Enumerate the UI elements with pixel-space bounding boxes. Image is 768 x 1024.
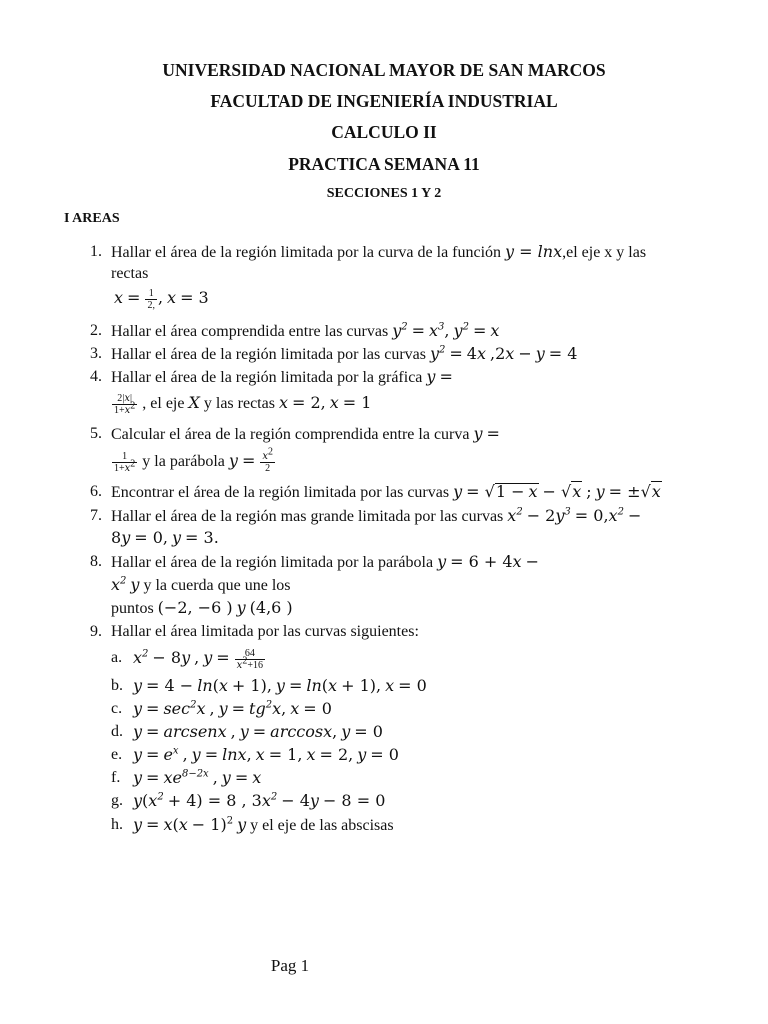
faculty-title: FACULTAD DE INGENIERÍA INDUSTRIAL: [210, 91, 558, 111]
item-number: 4.: [90, 368, 102, 385]
item-number: 8.: [90, 553, 102, 570]
item-8-text-c: puntos: [111, 600, 154, 617]
subitem-f: $y = xe^{8-2x}$ , y = x: [133, 768, 262, 787]
item-2-line: Hallar el área comprendida entre las curvas $y^2 = x^3$, $y^2 = x$: [111, 321, 500, 340]
subitem-letter: e.: [111, 746, 123, 763]
sections-subtitle: SECCIONES 1 Y 2: [326, 186, 442, 201]
course-title: CALCULO II: [331, 122, 437, 142]
subitem-letter: h.: [111, 816, 123, 833]
item-number: 1.: [90, 243, 102, 260]
subitem-letter: a.: [111, 649, 123, 666]
item-4-text-c: y las rectas: [203, 395, 275, 413]
item-5-line-2: $\frac{1}{1+x^2}$ y la parábola y = $\frac{x^2}{2}$: [114, 446, 273, 474]
item-9-line: Hallar el área limitada por las curvas siguientes:: [111, 623, 419, 640]
item-7-line-1: Hallar el área de la región mas grande limitada por las curvas $x^2 - 2y^3 = 0,x^2$ −: [111, 506, 642, 525]
section-heading: I AREAS: [64, 211, 120, 226]
item-3-line: Hallar el área de la región limitada por las curvas $y^2 = 4x$ ,2x − y = 4: [111, 344, 578, 363]
item-4-text: Hallar el área de la región limitada por la gráfica: [111, 369, 423, 386]
item-number: 5.: [90, 425, 102, 442]
item-3-text: Hallar el área de la región limitada por las curvas: [111, 346, 426, 363]
item-1-line-1: Hallar el área de la región limitada por la curva de la función y = lnx,el eje x y las: [111, 242, 647, 261]
item-7-text: Hallar el área de la región mas grande limitada por las curvas: [111, 508, 504, 525]
item-8-text-b: y la cuerda que une los: [143, 577, 291, 594]
item-1-line-2: rectas: [111, 265, 149, 282]
practice-title: PRACTICA SEMANA 11: [288, 154, 480, 174]
item-1-text-b: ,el eje x y las: [562, 244, 647, 261]
item-4-line-1: Hallar el área de la región limitada por la gráfica y =: [111, 367, 453, 386]
item-8-line-3: puntos (−2, −6 ) y (4,6 ): [111, 598, 293, 617]
subitem-letter: g.: [111, 792, 123, 809]
page-number: Pag 1: [270, 956, 310, 975]
subitem-h: $y = x(x - 1)^2$ y y el eje de las abscisas: [133, 815, 394, 834]
item-4-line-2: $\frac{2|x|}{1+x^2}$ , el eje X y las rectas x = 2, x = 1: [114, 393, 372, 416]
subitem-g: $y(x^2 + 4) = 8$ , $3x^2 - 4y - 8 = 0$: [133, 791, 386, 810]
item-8-text: Hallar el área de la región limitada por la parábola: [111, 554, 434, 571]
subitem-letter: d.: [111, 723, 123, 740]
subitem-c: $y = \sec^2x$ , $y = tg^2x$, x = 0: [133, 699, 332, 718]
subitem-h-text: y el eje de las abscisas: [250, 817, 394, 834]
item-number: 7.: [90, 507, 102, 524]
item-6-text: Encontrar el área de la región limitada por las curvas: [111, 484, 450, 501]
item-1-text: Hallar el área de la región limitada por la curva de la función: [111, 244, 502, 261]
item-number: 9.: [90, 623, 102, 640]
item-number: 6.: [90, 483, 102, 500]
item-number: 2.: [90, 322, 102, 339]
subitem-letter: c.: [111, 700, 123, 717]
item-6-line: Encontrar el área de la región limitada por las curvas y = √1 − x − √x ; y = ±√x: [111, 482, 661, 501]
university-title: UNIVERSIDAD NACIONAL MAYOR DE SAN MARCOS: [162, 60, 606, 80]
subitem-a: $x^2 - 8y$ , y = $\frac{64}{x^2+16}$: [133, 648, 263, 671]
item-1-formula: x = $\frac{1}{2,}$ , x = 3: [114, 288, 209, 311]
subitem-letter: f.: [111, 769, 121, 786]
item-5-text-b: y la parábola: [142, 453, 225, 471]
item-7-line-2: 8y = 0, y = 3.: [111, 528, 219, 547]
subitem-b: y = 4 − ln(x + 1), y = ln(x + 1), x = 0: [133, 676, 427, 695]
item-5-text: Calcular el área de la región comprendida entre la curva: [111, 426, 470, 443]
item-5-line-1: Calcular el área de la región comprendida entre la curva y =: [111, 424, 500, 443]
subitem-e: $y = e^x$ , y = lnx, x = 1, x = 2, y = 0: [133, 745, 399, 764]
subitem-letter: b.: [111, 677, 123, 694]
item-4-text-b: , el eje: [142, 395, 185, 413]
item-8-line-2: $x^2$ y y la cuerda que une los: [111, 575, 291, 594]
item-number: 3.: [90, 345, 102, 362]
subitem-d: y = arcsenx , y = arccosx, y = 0: [133, 722, 383, 741]
item-2-text: Hallar el área comprendida entre las curvas: [111, 323, 389, 340]
item-8-line-1: Hallar el área de la región limitada por la parábola y = 6 + 4x −: [111, 552, 539, 571]
